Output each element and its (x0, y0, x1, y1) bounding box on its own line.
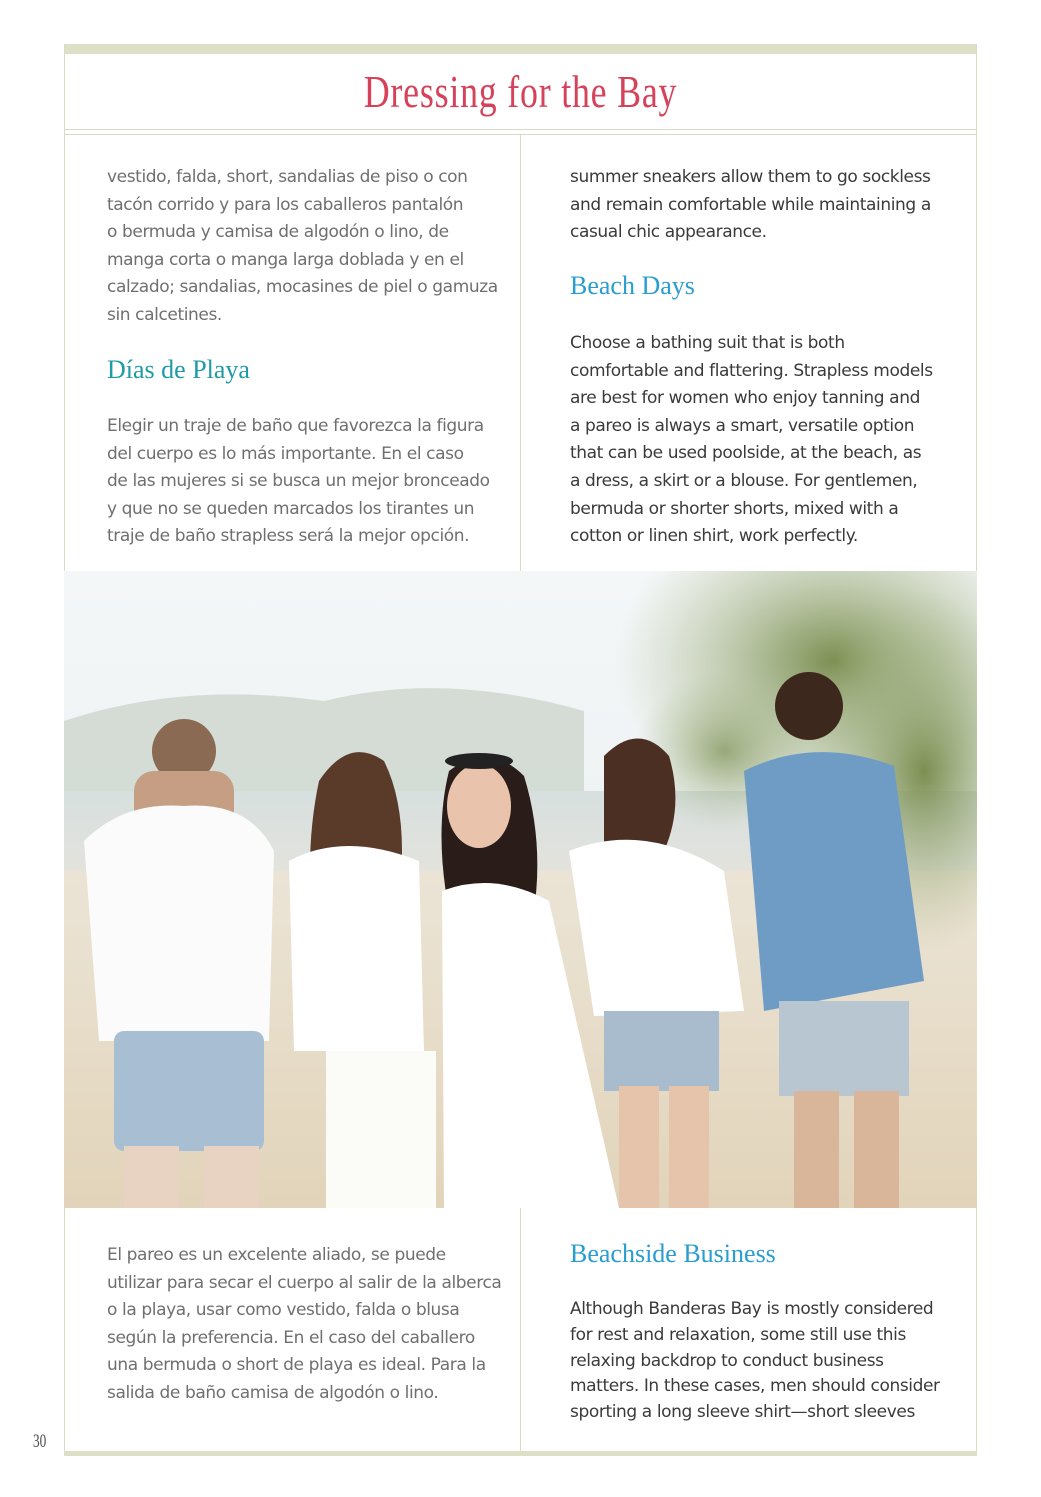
spanish-beach-paragraph (107, 413, 490, 551)
text-line: Although Banderas Bay is mostly considered (570, 1299, 934, 1319)
text-line: and remain comfortable while maintaining a (570, 194, 931, 215)
section-heading-dias-de-playa: Días de Playa (107, 355, 250, 384)
text-line: Choose a bathing suit that is both (570, 333, 845, 353)
text-line: sporting a long sleeve shirt—short sleeves (570, 1402, 915, 1423)
text-line: traje de baño strapless será la mejor opción. (107, 526, 470, 547)
beach-group-photo (64, 571, 977, 1208)
text-line: El pareo es un excelente aliado, se puede (107, 1245, 446, 1265)
page-number: 30 (33, 1431, 47, 1452)
spanish-pareo-paragraph (107, 1242, 501, 1408)
text-line: comfortable and flattering. Strapless models (570, 360, 933, 381)
title-rule (64, 129, 977, 130)
text-line: bermuda or shorter shorts, mixed with a (570, 498, 899, 519)
text-line: matters. In these cases, men should consider (570, 1376, 940, 1397)
text-line: manga corta o manga larga doblada y en el (107, 249, 464, 270)
text-line: o bermuda y camisa de algodón o lino, de (107, 222, 449, 243)
text-line: utilizar para secar el cuerpo al salir de la alberca (107, 1272, 502, 1293)
bottom-border-bar (64, 1451, 977, 1456)
text-line: del cuerpo es lo más importante. En el caso (107, 443, 464, 464)
column-divider (520, 1208, 521, 1451)
text-line: for rest and relaxation, some still use this (570, 1324, 906, 1345)
text-line: salida de baño camisa de algodón o lino. (107, 1382, 439, 1403)
text-line: o la playa, usar como vestido, falda o blusa (107, 1300, 460, 1321)
section-heading-beachside-business: Beachside Business (570, 1239, 776, 1268)
text-line: una bermuda o short de playa es ideal. Para la (107, 1355, 486, 1376)
text-line: summer sneakers allow them to go sockless (570, 167, 931, 187)
text-line: vestido, falda, short, sandalias de piso o con (107, 167, 468, 187)
text-line: a pareo is always a smart, versatile option (570, 415, 915, 436)
text-line: cotton or linen shirt, work perfectly. (570, 526, 858, 547)
text-line: relaxing backdrop to conduct business (570, 1350, 884, 1371)
text-line: are best for women who enjoy tanning and (570, 388, 920, 409)
text-line: según la preferencia. En el caso del caballero (107, 1327, 475, 1348)
text-line: that can be used poolside, at the beach, as (570, 443, 922, 464)
english-business-paragraph (570, 1297, 940, 1426)
text-line: sin calcetines. (107, 304, 222, 325)
section-heading-beach-days: Beach Days (570, 271, 695, 300)
text-line: y que no se queden marcados los tirantes un (107, 498, 475, 519)
english-intro-paragraph (570, 164, 931, 247)
english-beach-paragraph (570, 330, 933, 551)
spanish-intro-paragraph (107, 164, 498, 330)
text-line: de las mujeres si se busca un mejor bronceado (107, 471, 490, 492)
text-line: a dress, a skirt or a blouse. For gentlemen, (570, 470, 918, 491)
text-line: casual chic appearance. (570, 222, 767, 243)
column-divider (520, 135, 521, 571)
text-line: Elegir un traje de baño que favorezca la figura (107, 416, 484, 436)
text-line: calzado; sandalias, mocasines de piel o gamuza (107, 277, 498, 298)
page-title: Dressing for the Bay (363, 66, 678, 117)
text-line: tacón corrido y para los caballeros pantalón (107, 194, 464, 215)
